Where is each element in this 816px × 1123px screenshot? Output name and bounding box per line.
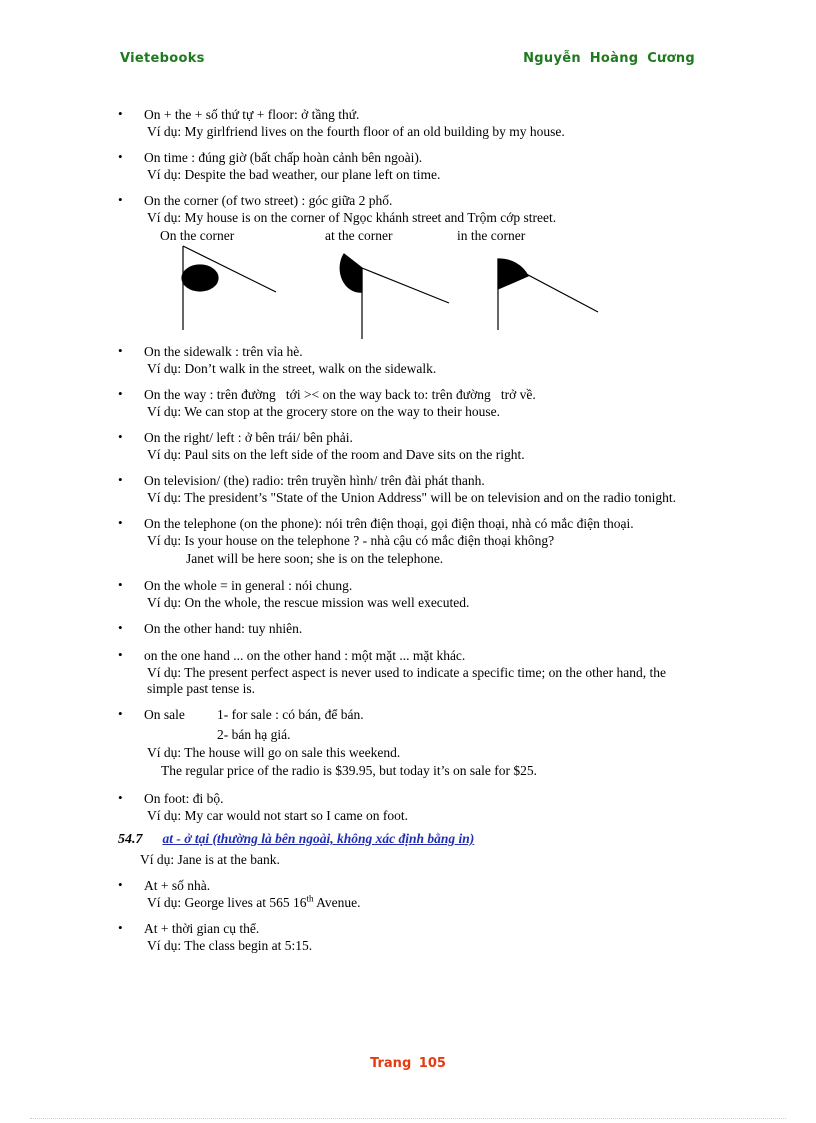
bullet-icon: •: [118, 472, 123, 487]
bullet-icon: •: [118, 192, 123, 207]
page-content: [118, 105, 698, 954]
item-example: Ví dụ: My girlfriend lives on the fourth floor of an old building by my house.: [147, 124, 565, 139]
list-item: [118, 919, 698, 954]
bullet-icon: •: [118, 620, 123, 635]
list-item-on-sale: [118, 705, 698, 781]
item-phrase: On foot: đi bộ.: [144, 791, 224, 806]
item-example: Ví dụ: On the whole, the rescue mission was well executed.: [147, 595, 470, 610]
list-item: [118, 514, 698, 568]
item-example: Ví dụ: Don’t walk in the street, walk on the sidewalk.: [147, 361, 437, 376]
item-phrase: On the corner (of two street) : góc giữa 2 phố.: [144, 193, 393, 208]
bullet-icon: •: [118, 790, 123, 805]
bullet-icon: •: [118, 706, 123, 721]
item-phrase: On the telephone (on the phone): nói trên điện thoại, gọi điện thoại, nhà có mắc điện thoại.: [144, 516, 634, 531]
item-phrase: At + thời gian cụ thể.: [144, 921, 260, 936]
list-item: [118, 619, 698, 638]
item-phrase: On time : đúng giờ (bất chấp hoàn cảnh bên ngoài).: [144, 150, 423, 165]
on-sale-option-1: 1- for sale : có bán, để bán.: [217, 707, 364, 722]
item-phrase: On the sidewalk : trên vỉa hè.: [144, 344, 303, 359]
bullet-icon: •: [118, 515, 123, 530]
bullet-icon: •: [118, 647, 123, 662]
item-phrase: At + số nhà.: [144, 878, 211, 893]
item-example: Ví dụ: George lives at 565 16th Avenue.: [147, 893, 361, 910]
header-title-left: Vietebooks: [120, 51, 205, 66]
item-phrase: on the one hand ... on the other hand : một mặt ... mặt khác.: [144, 648, 466, 663]
item-phrase: On the other hand: tuy nhiên.: [144, 621, 303, 636]
list-item: [118, 428, 698, 463]
item-example: Ví dụ: The present perfect aspect is never used to indicate a specific time; on the other hand, the simple past tense is.: [147, 665, 666, 696]
diagram-label-at: at the corner: [325, 228, 393, 243]
item-phrase: On television/ (the) radio: trên truyền hình/ trên đài phát thanh.: [144, 473, 485, 488]
diagram-label-in: in the corner: [457, 228, 526, 243]
item-phrase: On the right/ left : ở bên trái/ bên phải.: [144, 430, 353, 445]
diagram-label-on: On the corner: [160, 228, 235, 243]
bullet-icon: •: [118, 577, 123, 592]
list-item: [118, 191, 698, 226]
item-example: Ví dụ: Paul sits on the left side of the room and Dave sits on the right.: [147, 447, 525, 462]
item-example: Ví dụ: Is your house on the telephone ? - nhà cậu có mắc điện thoại không?: [147, 533, 555, 548]
item-phrase: On the whole = in general : nói chung.: [144, 578, 353, 593]
corner-diagram-drawing: [118, 234, 618, 342]
bullet-icon: •: [118, 386, 123, 401]
section-title: at - ở tại (thường là bên ngoài, không xác định bằng in): [162, 831, 475, 846]
list-item: [118, 576, 698, 611]
list-item: [118, 876, 698, 911]
list-item: [118, 471, 698, 506]
bullet-icon: •: [118, 343, 123, 358]
list-item: [118, 148, 698, 183]
list-item: [118, 342, 698, 377]
section-number: 54.7: [118, 832, 143, 847]
header-author: Nguyễn Hoàng Cương: [523, 51, 695, 66]
item-phrase: On + the + số thứ tự + floor: ở tầng thứ.: [144, 107, 360, 122]
item-example: Ví dụ: We can stop at the grocery store on the way to their house.: [147, 404, 500, 419]
item-example: Ví dụ: The house will go on sale this weekend.: [147, 745, 401, 760]
bullet-icon: •: [118, 106, 123, 121]
item-example: Ví dụ: Despite the bad weather, our plane left on time.: [147, 167, 441, 182]
item-example: Ví dụ: My house is on the corner of Ngọc khánh street and Trộm cớp street.: [147, 210, 557, 225]
on-sale-phrase: On sale: [144, 707, 185, 722]
bullet-icon: •: [118, 877, 123, 892]
item-example: Ví dụ: The class begin at 5:15.: [147, 938, 313, 953]
item-example: Ví dụ: The president’s "State of the Union Address" will be on television and on the radio tonight.: [147, 490, 676, 505]
list-item: [118, 646, 698, 697]
section-heading: [118, 828, 698, 851]
section-example: Ví dụ: Jane is at the bank.: [140, 852, 280, 867]
item-phrase: On the way : trên đường tới >< on the way back to: trên đường trở về.: [144, 387, 536, 402]
list-item: [118, 789, 698, 824]
item-example-continued: The regular price of the radio is $39.95, but today it’s on sale for $25.: [161, 763, 538, 778]
item-example: Ví dụ: My car would not start so I came on foot.: [147, 808, 408, 823]
bullet-icon: •: [118, 920, 123, 935]
bullet-icon: •: [118, 429, 123, 444]
list-item: [118, 385, 698, 420]
corner-diagram: [118, 228, 698, 342]
bullet-icon: •: [118, 149, 123, 164]
footer-divider: [30, 1118, 786, 1119]
item-example-continued: Janet will be here soon; she is on the telephone.: [186, 551, 444, 566]
list-item: [118, 105, 698, 140]
on-sale-option-2: 2- bán hạ giá.: [217, 727, 291, 742]
page-number: Trang 105: [370, 1056, 446, 1071]
